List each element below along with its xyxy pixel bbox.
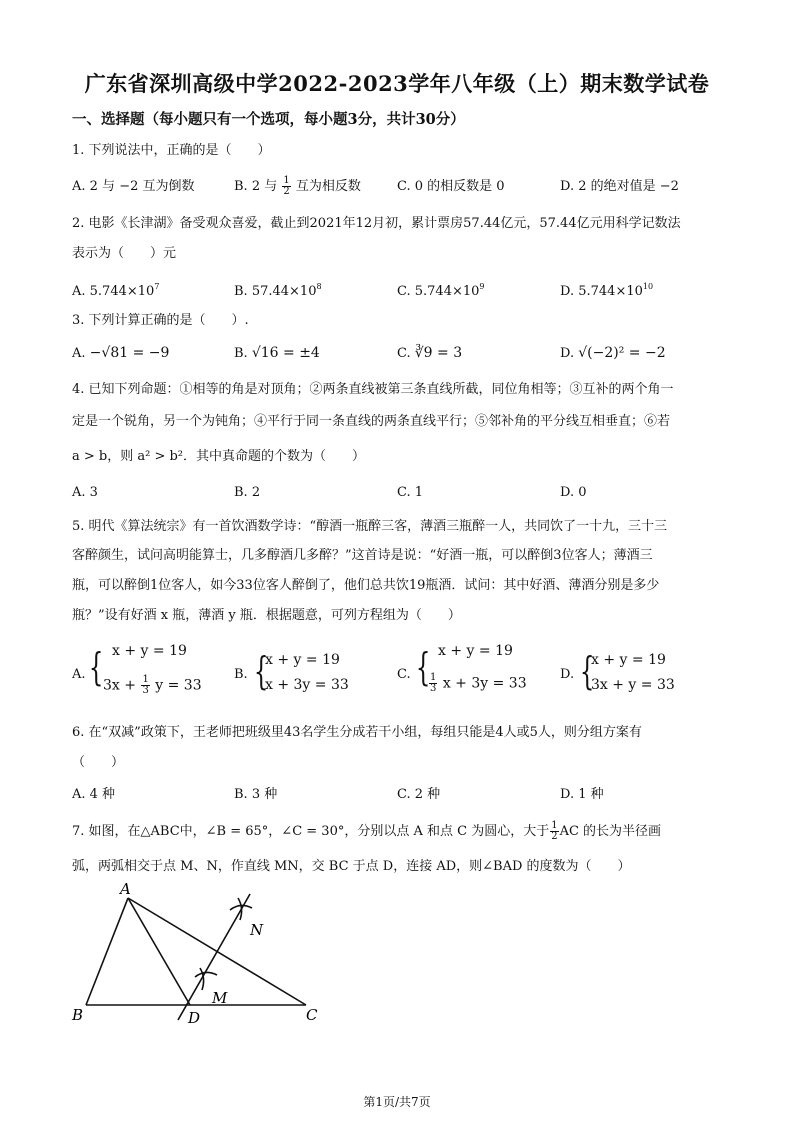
- question-5-line-3: 瓶，可以醉倒1位客人，如今33位客人醉倒了，他们总共饮19瓶酒．试问：其中好酒、薄酒分别是多少: [72, 578, 660, 593]
- option-expression: √16 = ±4: [251, 345, 320, 361]
- question-5-line-1: 5. 明代《算法统宗》有一首饮酒数学诗：“醇酒一瓶醉三客，薄酒三瓶醉一人，共同饮了一十九，三十三: [72, 519, 668, 534]
- question-4-option-b: B. 2: [234, 485, 261, 500]
- fraction-denominator: 3: [430, 683, 437, 694]
- fraction-numerator: 1: [551, 820, 558, 831]
- exponent: 9: [479, 282, 485, 291]
- question-5-option-d-eq2: 3x + y = 33: [591, 677, 675, 693]
- option-text: C. 5.744×10: [397, 284, 480, 299]
- text-part: AC 的长为半径画: [559, 824, 662, 839]
- fraction-one-half: [550, 821, 558, 842]
- question-2-option-d: [560, 278, 653, 301]
- option-text: B. 57.44×10: [234, 284, 317, 299]
- page-title: 广东省深圳高级中学2022-2023学年八年级（上）期末数学试卷: [84, 71, 710, 96]
- brace-icon: {: [253, 649, 269, 693]
- label-A: A: [120, 880, 131, 898]
- question-1-option-b: [234, 176, 361, 197]
- fraction-one-third: [429, 673, 437, 694]
- question-3-stem: 3. 下列计算正确的是（ ）.: [72, 313, 249, 328]
- option-expression: √(−2)² = −2: [578, 345, 666, 361]
- text-part: 7. 如图，在△ABC中，∠B = 65°，∠C = 30°，分别以点 A 和点 C 为圆心，大于: [72, 824, 550, 839]
- exponent: 7: [154, 282, 160, 291]
- question-4-line-2: 定是一个锐角，另一个为钝角；④平行于同一条直线的两条直线平行；⑤邻补角的平分线互相垂直；⑥若: [72, 414, 671, 429]
- triangle-construction-figure: [70, 880, 330, 1030]
- fraction-denominator: 2: [551, 831, 558, 842]
- question-5-option-c-label: C.: [397, 667, 411, 682]
- fraction-numerator: 1: [283, 175, 290, 186]
- question-1-stem: 1. 下列说法中，正确的是（ ）: [72, 143, 271, 158]
- question-6-option-a: A. 4 种: [72, 787, 116, 802]
- question-2-line-1: 2. 电影《长津湖》备受观众喜爱，截止到2021年12月初，累计票房57.44亿元，57.44亿元用科学记数法: [72, 216, 681, 231]
- brace-icon: {: [88, 645, 104, 689]
- question-4-option-d: D. 0: [560, 485, 587, 500]
- question-3-option-c: [397, 344, 462, 363]
- label-D: D: [188, 1009, 201, 1027]
- brace-icon: {: [579, 649, 595, 693]
- question-4-option-c: C. 1: [397, 485, 424, 500]
- question-6-line-1: 6. 在“双减”政策下，王老师把班级里43名学生分成若干小组，每组只能是4人或5人，则分组方案有: [72, 725, 642, 740]
- eq-part: y = 33: [155, 677, 202, 694]
- question-5-option-b-label: B.: [234, 667, 248, 682]
- question-5-option-a-eq1: x + y = 19: [112, 643, 187, 659]
- question-4-line-3: a > b，则 a² > b²．其中真命题的个数为（ ）: [72, 449, 366, 464]
- option-label: A.: [72, 346, 86, 361]
- question-6-option-d: D. 1 种: [560, 787, 604, 802]
- question-5-option-c-eq2: [428, 673, 527, 694]
- exponent: 8: [316, 282, 322, 291]
- question-5-option-d-eq1: x + y = 19: [591, 652, 666, 668]
- question-5-option-a-eq2: [103, 675, 202, 696]
- question-4-line-1: 4. 已知下列命题：①相等的角是对顶角；②两条直线被第三条直线所截，同位角相等；③互补的两个角一: [72, 382, 674, 397]
- fraction-numerator: 1: [430, 672, 437, 683]
- question-2-option-c: [397, 278, 485, 301]
- question-1-option-a: A. 2 与 −2 互为倒数: [72, 179, 195, 194]
- fraction-denominator: 3: [142, 685, 149, 696]
- question-5-option-c-eq1: x + y = 19: [438, 643, 513, 659]
- label-B: B: [72, 1006, 84, 1024]
- question-3-option-d: [560, 344, 666, 363]
- question-1-option-d: D. 2 的绝对值是 −2: [560, 179, 679, 194]
- question-2-option-a: [72, 278, 159, 301]
- fraction-denominator: 2: [283, 186, 290, 197]
- side-AB: [86, 898, 128, 1005]
- option-b-prefix: B. 2 与: [234, 179, 278, 194]
- question-5-line-2: 客醉颜生，试问高明能算士，几多醇酒几多醉？”这首诗是说：“好酒一瓶，可以醉倒3位客人；薄酒三: [72, 548, 653, 563]
- question-1-option-c: C. 0 的相反数是 0: [397, 179, 505, 194]
- option-expression: ∛9 = 3: [414, 345, 463, 361]
- question-5-line-4: 瓶？”设有好酒 x 瓶，薄酒 y 瓶．根据题意，可列方程组为（ ）: [72, 608, 461, 623]
- arc-N-2: [238, 898, 242, 920]
- section-heading: 一、选择题（每小题只有一个选项，每小题3分，共计30分）: [72, 111, 465, 128]
- question-6-option-b: B. 3 种: [234, 787, 278, 802]
- question-2-option-b: [234, 278, 322, 301]
- option-label: B.: [234, 346, 248, 361]
- label-N: N: [250, 921, 264, 939]
- question-7-line-2: 弧，两弧相交于点 M、N，作直线 MN，交 BC 于点 D，连接 AD，则∠BAD 的度数为（ ）: [72, 859, 631, 874]
- label-M: M: [212, 989, 228, 1007]
- option-label: C.: [397, 346, 411, 361]
- option-text: A. 5.744×10: [72, 284, 155, 299]
- option-label: D.: [560, 346, 575, 361]
- exponent: 10: [642, 282, 654, 291]
- fraction-one-third: [141, 675, 149, 696]
- question-7-line-1: [72, 821, 661, 842]
- eq-part: 3x +: [103, 677, 136, 694]
- question-5-option-a-label: A.: [72, 667, 86, 682]
- question-5-option-d-label: D.: [560, 667, 575, 682]
- fraction-one-half: [282, 176, 290, 197]
- question-5-option-b-eq1: x + y = 19: [265, 652, 340, 668]
- fraction-numerator: 1: [142, 674, 149, 685]
- arc-M-1: [195, 972, 217, 977]
- segment-AD: [128, 898, 190, 1005]
- question-5-option-b-eq2: x + 3y = 33: [265, 677, 349, 693]
- option-text: D. 5.744×10: [560, 284, 643, 299]
- question-6-line-2: （ ）: [72, 755, 125, 770]
- question-3-option-a: [72, 344, 169, 363]
- brace-icon: {: [415, 645, 431, 689]
- question-3-option-b: [234, 344, 320, 363]
- question-6-option-c: C. 2 种: [397, 787, 441, 802]
- label-C: C: [306, 1006, 318, 1024]
- page-footer: 第1页/共7页: [363, 1095, 431, 1109]
- option-b-suffix: 互为相反数: [295, 179, 361, 194]
- question-2-line-2: 表示为（ ）元: [72, 246, 177, 261]
- question-4-option-a: A. 3: [72, 485, 98, 500]
- option-expression: −√81 = −9: [89, 345, 170, 361]
- eq-part: x + 3y = 33: [442, 675, 527, 692]
